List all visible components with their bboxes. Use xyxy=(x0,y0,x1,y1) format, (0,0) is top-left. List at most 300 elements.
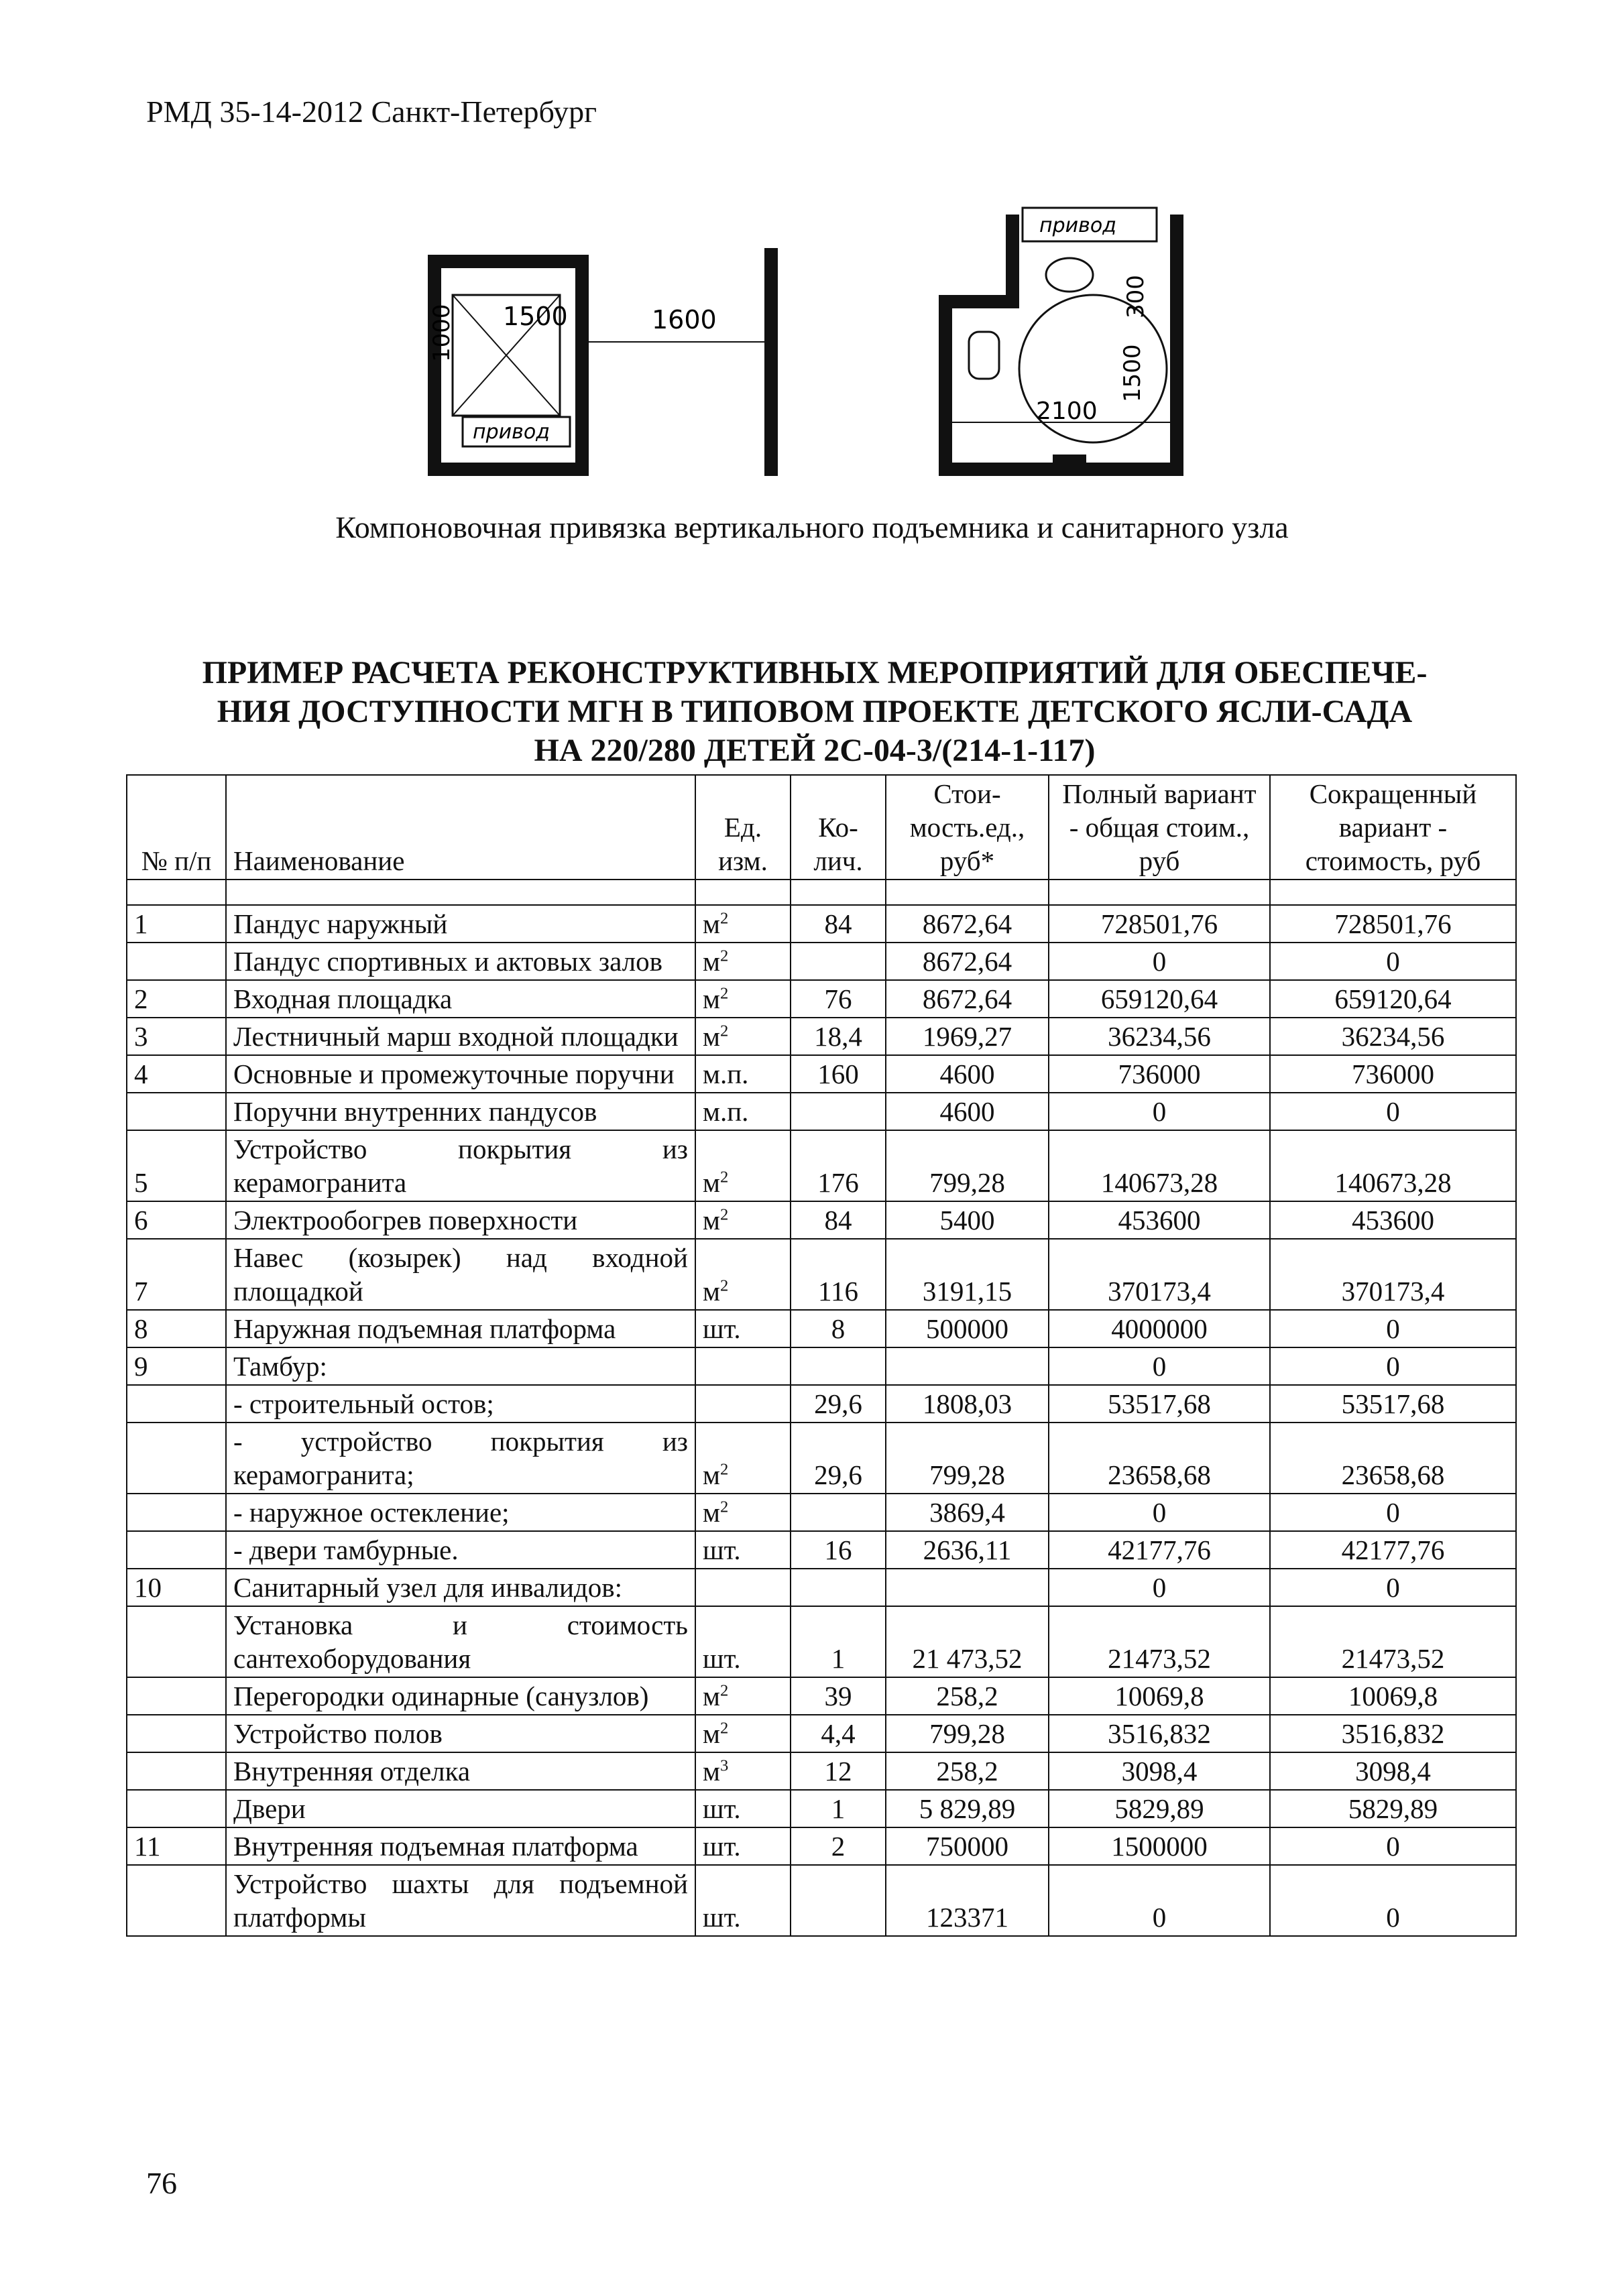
cell-short xyxy=(1270,1494,1516,1531)
table-spacer-row xyxy=(127,880,1516,905)
table-row xyxy=(127,1790,1516,1827)
cell-price-text: 3869,4 xyxy=(929,1497,1005,1528)
cell-unit xyxy=(695,1752,791,1790)
cell-price xyxy=(886,1677,1049,1715)
cell-num-text: 5 xyxy=(134,1167,148,1198)
cell-num-text: 11 xyxy=(134,1831,161,1862)
cell-unit-text: м xyxy=(703,1276,720,1307)
table-row xyxy=(127,1310,1516,1347)
cell-price-text: 258,2 xyxy=(936,1681,998,1711)
cell-short-text: 0 xyxy=(1386,1313,1400,1344)
cell-short-text: 0 xyxy=(1386,946,1400,977)
cell-unit xyxy=(695,1606,791,1677)
cell-price xyxy=(886,1239,1049,1310)
cell-short-text: 3516,832 xyxy=(1341,1718,1445,1749)
cell-qty-text: 8 xyxy=(831,1313,846,1344)
unit-exponent: 2 xyxy=(719,1498,729,1516)
cell-full-text: 659120,64 xyxy=(1100,983,1218,1014)
cell-qty xyxy=(791,1865,886,1936)
cell-qty xyxy=(791,1531,886,1569)
cell-full xyxy=(1049,1827,1270,1865)
cell-short xyxy=(1270,1310,1516,1347)
cell-name xyxy=(226,1347,695,1385)
lift-plan xyxy=(428,248,778,476)
cell-price xyxy=(886,1569,1049,1606)
cell-unit xyxy=(695,943,791,980)
table-row xyxy=(127,1677,1516,1715)
cell-full xyxy=(1049,1790,1270,1827)
cell-num-text: 10 xyxy=(134,1572,162,1603)
cell-name xyxy=(226,1715,695,1752)
cell-full-text: 140673,28 xyxy=(1100,1167,1218,1198)
cell-short xyxy=(1270,980,1516,1018)
cell-short xyxy=(1270,1385,1516,1423)
cell-full xyxy=(1049,1130,1270,1201)
cell-full-text: 0 xyxy=(1152,1096,1167,1127)
cell-name-text: Пандус наружный xyxy=(233,908,448,939)
cell-full-text: 0 xyxy=(1152,1902,1167,1933)
cell-full-text: 21473,52 xyxy=(1108,1643,1211,1674)
cell-unit xyxy=(695,1827,791,1865)
cell-unit xyxy=(695,1385,791,1423)
cell-short-text: 42177,76 xyxy=(1341,1534,1445,1565)
cell-name-text: Санитарный узел для инвалидов: xyxy=(233,1572,623,1603)
cell-short-text: 728501,76 xyxy=(1334,908,1452,939)
cell-unit-text: м xyxy=(703,1756,720,1787)
cell-full-text: 0 xyxy=(1152,1572,1167,1603)
table-row xyxy=(127,1018,1516,1055)
cell-full xyxy=(1049,943,1270,980)
cell-short xyxy=(1270,1239,1516,1310)
cell-name-text: Двери xyxy=(233,1793,306,1824)
cell-name-text: Поручни внутренних пандусов xyxy=(233,1096,597,1127)
cell-qty xyxy=(791,1677,886,1715)
cell-qty-text: 29,6 xyxy=(814,1459,862,1490)
cell-num xyxy=(127,1093,226,1130)
cell-full xyxy=(1049,1752,1270,1790)
cell-name xyxy=(226,1310,695,1347)
cell-qty xyxy=(791,1423,886,1494)
cell-full-text: 736000 xyxy=(1118,1059,1201,1089)
cell-qty xyxy=(791,1569,886,1606)
cell-short xyxy=(1270,905,1516,943)
cell-name xyxy=(226,1606,695,1677)
cell-num xyxy=(127,1677,226,1715)
cell-short-text: 3098,4 xyxy=(1355,1756,1431,1787)
cell-unit-text: шт. xyxy=(703,1643,741,1674)
cell-qty-text: 4,4 xyxy=(821,1718,856,1749)
cell-price-text: 5 829,89 xyxy=(919,1793,1016,1824)
cell-full-text: 3098,4 xyxy=(1121,1756,1198,1787)
page-number: 76 xyxy=(146,2166,177,2200)
cell-unit-text: шт. xyxy=(703,1902,741,1933)
cell-price xyxy=(886,1201,1049,1239)
cell-unit-text: м xyxy=(703,1167,720,1198)
cell-price xyxy=(886,1347,1049,1385)
cell-num-text: 2 xyxy=(134,983,148,1014)
cell-unit xyxy=(695,1677,791,1715)
cell-short-text: 23658,68 xyxy=(1341,1459,1445,1490)
cell-name-text: Электрообогрев поверхности xyxy=(233,1205,578,1235)
cell-full-text: 728501,76 xyxy=(1100,908,1218,939)
cell-price xyxy=(886,1310,1049,1347)
cell-qty xyxy=(791,1790,886,1827)
cell-qty xyxy=(791,1752,886,1790)
title-line-2: НИЯ ДОСТУПНОСТИ МГН В ТИПОВОМ ПРОЕКТЕ ДЕТСКОГО ЯСЛИ-САДА xyxy=(217,694,1413,729)
cell-name-text: Наружная подъемная платформа xyxy=(233,1313,616,1344)
cell-short xyxy=(1270,1752,1516,1790)
cell-qty xyxy=(791,1715,886,1752)
cell-full xyxy=(1049,1677,1270,1715)
unit-exponent: 2 xyxy=(719,984,729,1003)
cell-price-text: 799,28 xyxy=(929,1167,1005,1198)
cell-short-text: 5829,89 xyxy=(1348,1793,1438,1824)
cell-unit-text: шт. xyxy=(703,1793,741,1824)
cell-num-text: 1 xyxy=(134,908,148,939)
cell-unit-text: м xyxy=(703,946,720,977)
cell-price xyxy=(886,1494,1049,1531)
cell-name xyxy=(226,905,695,943)
cell-unit xyxy=(695,1423,791,1494)
drawing-caption: Компоновочная привязка вертикального подъемника и санитарного узла xyxy=(335,510,1289,544)
cell-full-text: 370173,4 xyxy=(1108,1276,1211,1307)
cell-full xyxy=(1049,1606,1270,1677)
table-row xyxy=(127,1531,1516,1569)
cell-full xyxy=(1049,1423,1270,1494)
unit-exponent: 2 xyxy=(719,1681,729,1700)
cell-name xyxy=(226,1752,695,1790)
cell-price-text: 5400 xyxy=(939,1205,995,1235)
cell-unit-text: м xyxy=(703,1718,720,1749)
cell-short xyxy=(1270,1790,1516,1827)
cell-qty-text: 76 xyxy=(824,983,852,1014)
header-price: Стои-мость.ед., руб* xyxy=(886,775,1049,880)
cell-name-text: - двери тамбурные. xyxy=(233,1534,459,1565)
header-unit: Ед. изм. xyxy=(695,775,791,880)
cell-unit-text: шт. xyxy=(703,1831,741,1862)
cell-short xyxy=(1270,1201,1516,1239)
cell-num xyxy=(127,1494,226,1531)
unit-exponent: 2 xyxy=(719,1205,729,1224)
layout-drawing xyxy=(402,201,1240,496)
cell-price xyxy=(886,1055,1049,1093)
unit-exponent: 2 xyxy=(719,1719,729,1738)
cell-num xyxy=(127,1310,226,1347)
table-row xyxy=(127,1494,1516,1531)
cell-short-text: 0 xyxy=(1386,1351,1400,1382)
unit-exponent: 2 xyxy=(719,947,729,965)
cell-unit xyxy=(695,1531,791,1569)
cell-qty-text: 2 xyxy=(831,1831,846,1862)
cell-qty-text: 1 xyxy=(831,1643,846,1674)
cell-short-text: 0 xyxy=(1386,1096,1400,1127)
cell-num xyxy=(127,1569,226,1606)
cell-name-text: Навес (козырек) над входной площадкой xyxy=(233,1242,688,1307)
cell-price-text: 21 473,52 xyxy=(912,1643,1023,1674)
header-short: Сокращенный вариант - стоимость, руб xyxy=(1270,775,1516,880)
header-num: № п/п xyxy=(127,775,226,880)
table-row xyxy=(127,1569,1516,1606)
cell-full-text: 453600 xyxy=(1118,1205,1201,1235)
cell-qty xyxy=(791,943,886,980)
cell-short-text: 10069,8 xyxy=(1348,1681,1438,1711)
cell-name xyxy=(226,1239,695,1310)
cell-qty-text: 18,4 xyxy=(814,1021,862,1052)
privod-label-lift: привод xyxy=(473,420,550,444)
cell-short-text: 453600 xyxy=(1352,1205,1434,1235)
cell-num xyxy=(127,1715,226,1752)
cell-full-text: 0 xyxy=(1152,1351,1167,1382)
cell-qty-text: 84 xyxy=(824,1205,852,1235)
header-full: Полный вариант - общая стоим., руб xyxy=(1049,775,1270,880)
cell-full xyxy=(1049,1865,1270,1936)
cell-price-text: 3191,15 xyxy=(922,1276,1012,1307)
cell-short xyxy=(1270,1606,1516,1677)
cell-name-text: - строительный остов; xyxy=(233,1388,494,1419)
cell-short xyxy=(1270,1715,1516,1752)
cell-qty xyxy=(791,1130,886,1201)
cell-name-text: Устройство полов xyxy=(233,1718,443,1749)
cell-num xyxy=(127,1055,226,1093)
cell-price-text: 4600 xyxy=(939,1059,995,1089)
cell-num xyxy=(127,905,226,943)
cell-unit-text: м xyxy=(703,1021,720,1052)
cell-unit xyxy=(695,1201,791,1239)
cell-full xyxy=(1049,1018,1270,1055)
cell-unit xyxy=(695,1347,791,1385)
cell-num xyxy=(127,1201,226,1239)
cell-full xyxy=(1049,980,1270,1018)
cell-full-text: 4000000 xyxy=(1111,1313,1208,1344)
cell-qty xyxy=(791,1494,886,1531)
cell-unit-text: шт. xyxy=(703,1313,741,1344)
cell-short xyxy=(1270,1093,1516,1130)
cell-num-text: 4 xyxy=(134,1059,148,1089)
cell-full xyxy=(1049,1385,1270,1423)
cell-unit-text: м xyxy=(703,1497,720,1528)
cell-num xyxy=(127,1606,226,1677)
cell-short xyxy=(1270,1569,1516,1606)
cell-full xyxy=(1049,1093,1270,1130)
cell-price-text: 8672,64 xyxy=(922,946,1012,977)
cell-name xyxy=(226,1790,695,1827)
cell-unit xyxy=(695,1093,791,1130)
cell-qty xyxy=(791,1827,886,1865)
cell-short xyxy=(1270,943,1516,980)
cell-name-text: Устройство покрытия из керамогранита xyxy=(233,1134,688,1198)
cell-price-text: 500000 xyxy=(926,1313,1008,1344)
cell-full xyxy=(1049,1531,1270,1569)
cell-price-text: 750000 xyxy=(926,1831,1008,1862)
cell-unit-text: м.п. xyxy=(703,1059,749,1089)
section-title xyxy=(127,654,1502,770)
cell-num-text: 7 xyxy=(134,1276,148,1307)
unit-exponent: 2 xyxy=(719,909,729,928)
cell-qty xyxy=(791,980,886,1018)
cell-unit xyxy=(695,1130,791,1201)
cell-qty-text: 29,6 xyxy=(814,1388,862,1419)
cell-short xyxy=(1270,1865,1516,1936)
cell-unit xyxy=(695,1310,791,1347)
cell-price xyxy=(886,1865,1049,1936)
cell-num xyxy=(127,1130,226,1201)
cell-name xyxy=(226,1018,695,1055)
cell-unit-text: м xyxy=(703,908,720,939)
cell-name-text: Перегородки одинарные (санузлов) xyxy=(233,1681,649,1711)
cell-price xyxy=(886,1130,1049,1201)
table-row xyxy=(127,943,1516,980)
cell-price xyxy=(886,1093,1049,1130)
cell-full xyxy=(1049,1347,1270,1385)
cell-price xyxy=(886,943,1049,980)
cell-num xyxy=(127,1827,226,1865)
cell-name xyxy=(226,1677,695,1715)
cell-qty xyxy=(791,1347,886,1385)
cell-qty-text: 116 xyxy=(818,1276,858,1307)
cell-price-text: 8672,64 xyxy=(922,983,1012,1014)
cell-unit xyxy=(695,1018,791,1055)
cell-name xyxy=(226,1531,695,1569)
cell-name xyxy=(226,1093,695,1130)
cell-qty-text: 84 xyxy=(824,908,852,939)
cell-name xyxy=(226,980,695,1018)
cell-short xyxy=(1270,1018,1516,1055)
cell-num xyxy=(127,1865,226,1936)
cell-full-text: 0 xyxy=(1152,1497,1167,1528)
cell-num xyxy=(127,980,226,1018)
cell-name xyxy=(226,1569,695,1606)
cell-unit-text: м.п. xyxy=(703,1096,749,1127)
cell-full xyxy=(1049,1715,1270,1752)
cell-short-text: 140673,28 xyxy=(1334,1167,1452,1198)
cell-unit-text: м xyxy=(703,1681,720,1711)
cell-short-text: 36234,56 xyxy=(1341,1021,1445,1052)
cell-full xyxy=(1049,1494,1270,1531)
cell-name xyxy=(226,943,695,980)
cell-price-text: 4600 xyxy=(939,1096,995,1127)
cell-num xyxy=(127,1239,226,1310)
table-header-row xyxy=(127,775,1516,880)
cost-table xyxy=(126,774,1517,1937)
cell-unit-text: шт. xyxy=(703,1534,741,1565)
dim-1600-label: 1600 xyxy=(652,305,717,335)
cell-qty xyxy=(791,1055,886,1093)
unit-exponent: 3 xyxy=(719,1756,729,1775)
cell-qty xyxy=(791,905,886,943)
cell-name-text: Установка и стоимость сантехоборудования xyxy=(233,1610,688,1674)
table-row xyxy=(127,1055,1516,1093)
cell-num xyxy=(127,1790,226,1827)
table-row xyxy=(127,1606,1516,1677)
cell-full-text: 5829,89 xyxy=(1114,1793,1204,1824)
table-row xyxy=(127,1347,1516,1385)
cell-price xyxy=(886,980,1049,1018)
cell-short-text: 659120,64 xyxy=(1334,983,1452,1014)
cell-name xyxy=(226,1385,695,1423)
cell-short xyxy=(1270,1130,1516,1201)
cell-price xyxy=(886,1790,1049,1827)
cell-unit xyxy=(695,1055,791,1093)
cell-qty xyxy=(791,1310,886,1347)
cell-short xyxy=(1270,1531,1516,1569)
cell-name-text: - наружное остекление; xyxy=(233,1497,510,1528)
cell-short-text: 21473,52 xyxy=(1341,1643,1445,1674)
table-row xyxy=(127,1201,1516,1239)
cell-full xyxy=(1049,1569,1270,1606)
table-row xyxy=(127,1093,1516,1130)
cell-name xyxy=(226,1865,695,1936)
cell-price xyxy=(886,1827,1049,1865)
cell-unit xyxy=(695,1715,791,1752)
cell-full xyxy=(1049,1201,1270,1239)
table-row xyxy=(127,1827,1516,1865)
table-row xyxy=(127,1385,1516,1423)
table-row xyxy=(127,905,1516,943)
cell-qty xyxy=(791,1201,886,1239)
cell-qty-text: 176 xyxy=(817,1167,859,1198)
cell-full-text: 36234,56 xyxy=(1108,1021,1211,1052)
cell-qty xyxy=(791,1018,886,1055)
cell-name xyxy=(226,1055,695,1093)
cell-short-text: 370173,4 xyxy=(1341,1276,1445,1307)
cell-unit xyxy=(695,1790,791,1827)
unit-exponent: 2 xyxy=(719,1022,729,1040)
cell-short-text: 0 xyxy=(1386,1572,1400,1603)
cell-price xyxy=(886,1018,1049,1055)
cell-name xyxy=(226,1494,695,1531)
cell-price-text: 2636,11 xyxy=(923,1534,1012,1565)
cell-full xyxy=(1049,905,1270,943)
cell-unit-text: м xyxy=(703,1205,720,1235)
cell-qty xyxy=(791,1385,886,1423)
cell-num xyxy=(127,1385,226,1423)
cell-price-text: 1969,27 xyxy=(922,1021,1012,1052)
header-name: Наименование xyxy=(226,775,695,880)
cell-name xyxy=(226,1130,695,1201)
cell-num xyxy=(127,943,226,980)
cell-price xyxy=(886,1423,1049,1494)
cell-short xyxy=(1270,1347,1516,1385)
cell-full-text: 1500000 xyxy=(1111,1831,1208,1862)
cell-short xyxy=(1270,1423,1516,1494)
cell-qty-text: 1 xyxy=(831,1793,846,1824)
dim-1500-label: 1500 xyxy=(503,302,568,331)
cell-unit xyxy=(695,1865,791,1936)
cell-qty xyxy=(791,1239,886,1310)
cell-price xyxy=(886,1606,1049,1677)
cell-price-text: 799,28 xyxy=(929,1459,1005,1490)
cell-name-text: Тамбур: xyxy=(233,1351,327,1382)
cell-short-text: 0 xyxy=(1386,1902,1400,1933)
privod-label-sanitary: привод xyxy=(1039,214,1116,237)
dim-300-label: 300 xyxy=(1122,275,1149,318)
cell-name-text: Входная площадка xyxy=(233,983,453,1014)
cell-price-text: 8672,64 xyxy=(922,908,1012,939)
cell-name xyxy=(226,1201,695,1239)
cell-full-text: 42177,76 xyxy=(1108,1534,1211,1565)
table-row xyxy=(127,980,1516,1018)
dim-1500-vertical-label: 1500 xyxy=(1119,344,1146,402)
table-row xyxy=(127,1752,1516,1790)
cell-num-text: 8 xyxy=(134,1313,148,1344)
cell-price-text: 1808,03 xyxy=(922,1388,1012,1419)
cell-unit xyxy=(695,1569,791,1606)
cell-full xyxy=(1049,1310,1270,1347)
cell-full-text: 23658,68 xyxy=(1108,1459,1211,1490)
cell-qty xyxy=(791,1606,886,1677)
title-line-3: НА 220/280 ДЕТЕЙ 2С-04-3/(214-1-117) xyxy=(534,733,1096,768)
cell-full xyxy=(1049,1239,1270,1310)
